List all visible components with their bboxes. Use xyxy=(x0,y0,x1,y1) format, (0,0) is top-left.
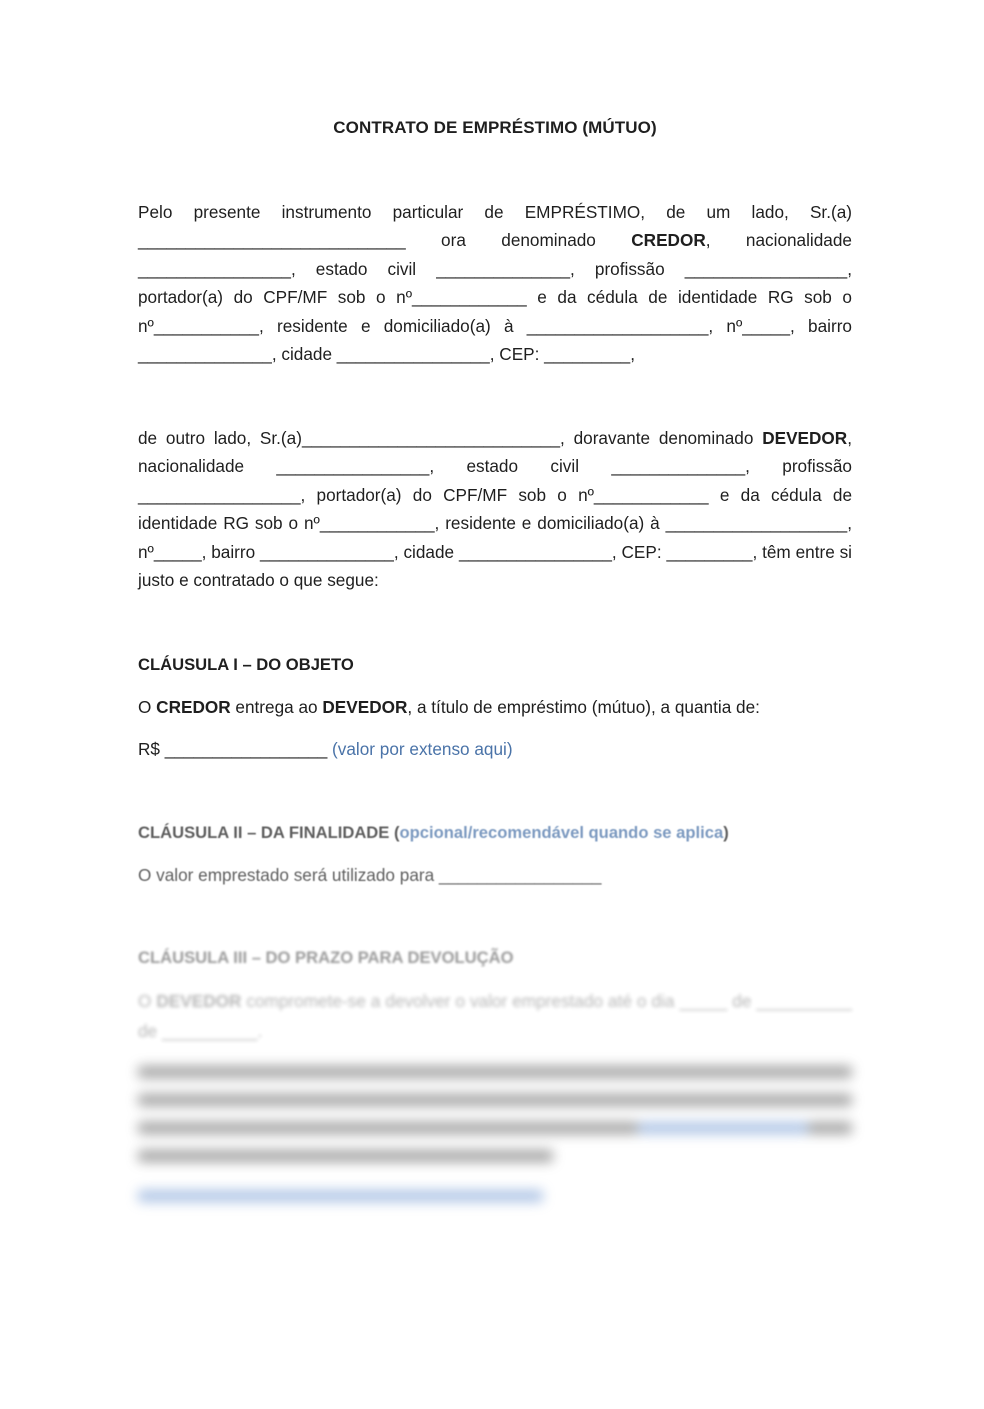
clause-1-amount: R$ _________________ (valor por extenso aqui) xyxy=(138,739,513,759)
credor-paragraph: Pelo presente instrumento particular de EMPRÉSTIMO, de um lado, Sr.(a) ____________________________ ora denominado CREDOR, nacionalidade ________________, estado civil ______________, profissão _________________, portador(a) do CPF/MF sob o nº____________ e da cédula de identidade RG sob o nº___________, residente e domiciliado(a) à ___________________, nº_____, bairro ______________, cidade ________________, CEP: _________, xyxy=(138,202,852,365)
clause-2-heading: CLÁUSULA II – DA FINALIDADE (opcional/recomendável quando se aplica) xyxy=(138,823,729,842)
clause-2-body: O valor emprestado será utilizado para _________________ xyxy=(138,865,602,885)
clause-1-heading: CLÁUSULA I – DO OBJETO xyxy=(138,655,354,674)
credor-label: CREDOR xyxy=(631,230,706,251)
blurred-text-region xyxy=(138,1060,852,1220)
devedor-label: DEVEDOR xyxy=(762,428,848,448)
clause-3-heading: CLÁUSULA III – DO PRAZO PARA DEVOLUÇÃO xyxy=(138,948,514,967)
document-title: CONTRATO DE EMPRÉSTIMO (MÚTUO) xyxy=(333,118,657,137)
devedor-paragraph: de outro lado, Sr.(a)___________________________, doravante denominado DEVEDOR, nacionalidade ________________, estado civil ______________, profissão _________________, portador(a) do CPF/MF sob o nº____________ e da cédula de identidade RG sob o nº____________, residente e domiciliado(a) à ___________________, nº_____, bairro ______________, cidade ________________, CEP: _________, têm entre si justo e contratado o que segue: xyxy=(138,428,852,591)
clause-3-body: O DEVEDOR compromete-se a devolver o valor emprestado até o dia _____ de __________ de __________. xyxy=(138,991,852,1041)
clause-1-body: O CREDOR entrega ao DEVEDOR, a título de empréstimo (mútuo), a quantia de: xyxy=(138,697,760,717)
amount-placeholder-note: (valor por extenso aqui) xyxy=(332,739,513,759)
